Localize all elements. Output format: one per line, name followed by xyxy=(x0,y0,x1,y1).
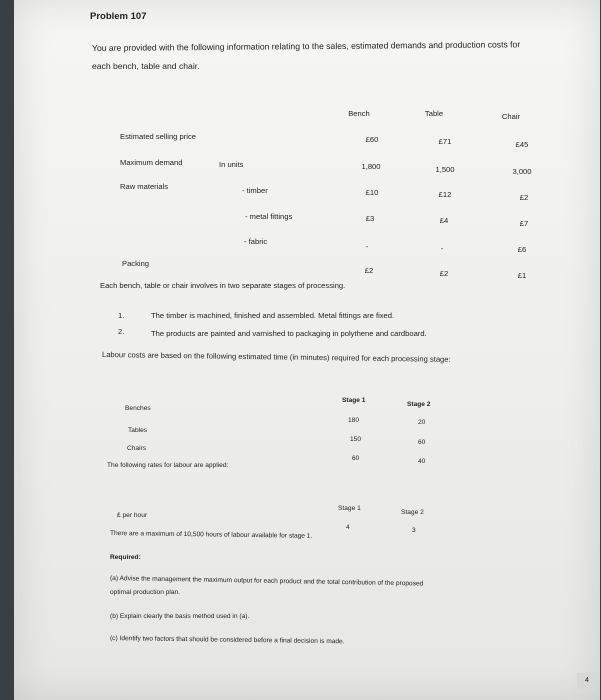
rates-header-stage-2: Stage 2 xyxy=(401,509,424,516)
cell-packing-bench: £2 xyxy=(364,266,374,275)
cell-price-bench: £60 xyxy=(365,135,379,144)
rates-intro: The following rates for labour are applied: xyxy=(107,462,229,469)
requirement-a-line-2: optimal production plan. xyxy=(110,589,181,596)
cell-packing-table: £2 xyxy=(439,269,449,278)
row-label-packing: Packing xyxy=(122,259,150,268)
col-header-chair: Chair xyxy=(501,112,521,121)
cell-timber-chair: £2 xyxy=(519,193,529,202)
cell-packing-chair: £1 xyxy=(517,271,527,280)
row-label-max-demand: Maximum demand xyxy=(120,158,183,167)
stages-intro: Each bench, table or chair involves in two separate stages of processing. xyxy=(100,281,346,290)
stage-list-text-2: The products are painted and varnished to packaging in polythene and cardboard. xyxy=(151,329,427,338)
cell-fabric-chair: £6 xyxy=(517,245,527,254)
cell-metal-table: £4 xyxy=(439,216,449,225)
row-sublabel-units: In units xyxy=(219,160,244,169)
labour-header-stage-1: Stage 1 xyxy=(342,397,366,404)
intro-line-2: each bench, table and chair. xyxy=(92,61,200,71)
row-label-timber: - timber xyxy=(242,186,268,195)
row-label-metal-fittings: - metal fittings xyxy=(245,212,293,221)
labour-chairs-stage-1: 60 xyxy=(352,455,360,462)
labour-chairs-stage-2: 40 xyxy=(418,458,426,465)
col-header-table: Table xyxy=(424,109,444,118)
labour-benches-stage-1: 180 xyxy=(348,417,360,424)
labour-benches-stage-2: 20 xyxy=(418,419,426,426)
required-heading: Required: xyxy=(110,554,141,561)
document-page xyxy=(14,0,600,700)
problem-title: Problem 107 xyxy=(90,11,147,22)
rate-stage-2: 3 xyxy=(412,527,416,534)
row-label-raw-materials: Raw materials xyxy=(120,182,169,191)
cell-timber-table: £12 xyxy=(438,190,452,199)
cell-demand-table: 1,500 xyxy=(435,165,455,174)
max-hours-note: There are a maximum of 10,500 hours of labour available for stage 1. xyxy=(109,530,313,540)
cell-fabric-bench: - xyxy=(365,242,369,251)
rates-row-label: £ per hour xyxy=(117,512,148,519)
rate-stage-1: 4 xyxy=(346,524,350,531)
labour-header-stage-2: Stage 2 xyxy=(407,401,431,408)
cell-demand-bench: 1,800 xyxy=(361,162,381,171)
labour-row-label-tables: Tables xyxy=(128,427,148,434)
rates-header-stage-1: Stage 1 xyxy=(338,505,361,512)
row-label-selling-price: Estimated selling price xyxy=(120,132,196,141)
labour-tables-stage-1: 150 xyxy=(350,436,362,443)
cell-demand-chair: 3,000 xyxy=(512,167,532,176)
col-header-bench: Bench xyxy=(348,109,370,118)
stage-list-num-1: 1. xyxy=(118,311,125,320)
intro-line-1: You are provided with the following information relating to the sales, estimated demands and production costs for xyxy=(91,39,521,53)
requirement-b: (b) Explain clearly the basis method used in (a). xyxy=(110,613,250,620)
cell-metal-bench: £3 xyxy=(365,214,375,223)
labour-row-label-chairs: Chairs xyxy=(127,445,147,452)
cell-price-table: £71 xyxy=(438,137,452,146)
cell-timber-bench: £10 xyxy=(365,188,379,197)
stage-list-text-1: The timber is machined, finished and assembled. Metal fittings are fixed. xyxy=(151,311,395,320)
requirement-a-line-1: (a) Advise the management the maximum output for each product and the total contribution of the proposed xyxy=(109,575,424,588)
page-number: 4 xyxy=(577,673,597,689)
cell-metal-chair: £7 xyxy=(519,219,529,228)
cell-fabric-table: - xyxy=(440,244,444,253)
stage-list-num-2: 2. xyxy=(118,327,125,336)
labour-intro: Labour costs are based on the following estimated time (in minutes) required for each processing stage: xyxy=(101,350,451,364)
requirement-c: (c) Identify two factors that should be considered before a final decision is made. xyxy=(109,635,345,646)
cell-price-chair: £45 xyxy=(515,140,529,149)
labour-row-label-benches: Benches xyxy=(125,405,151,412)
labour-tables-stage-2: 60 xyxy=(418,439,426,446)
row-label-fabric: - fabric xyxy=(244,237,268,246)
